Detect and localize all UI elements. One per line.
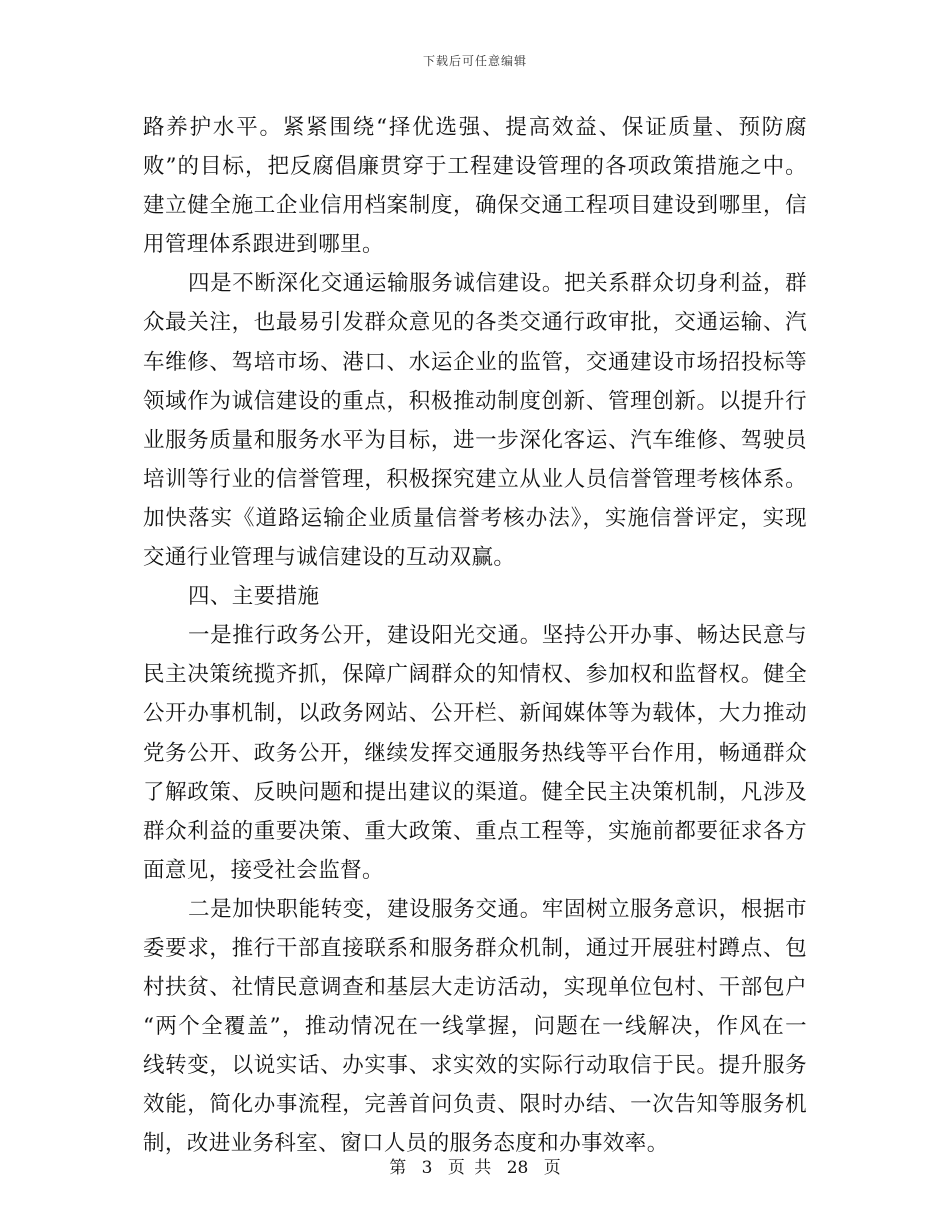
footer-suffix: 页: [543, 1158, 561, 1178]
text-line: 线转变，以说实话、办实事、求实效的实际行动取信于民。提升服务: [143, 1053, 807, 1079]
document-body: [143, 108, 807, 1164]
text-line: “两个全覆盖”，推动情况在一线掌握，问题在一线解决，作风在一: [143, 1014, 807, 1040]
footer-mid: 页 共: [447, 1158, 492, 1178]
text-line: 党务公开、政务公开，继续发挥交通服务热线等平台作用，畅通群众: [143, 740, 807, 766]
text-line: 效能，简化办事流程，完善首问负责、限时办结、一次告知等服务机: [143, 1092, 807, 1118]
text-line: 加快落实《道路运输企业质量信誉考核办法》，实施信誉评定，实现: [143, 505, 807, 531]
text-line: 车维修、驾培市场、港口、水运企业的监管，交通建设市场招投标等: [143, 349, 807, 375]
text-line: 公开办事机制，以政务网站、公开栏、新闻媒体等为载体，大力推动: [143, 701, 807, 727]
section-heading: 四、主要措施: [188, 584, 320, 610]
total-page-count: 28: [506, 1158, 529, 1178]
text-line: 面意见，接受社会监督。: [143, 857, 384, 883]
text-line: 了解政策、反映问题和提出建议的渠道。健全民主决策机制，凡涉及: [143, 779, 807, 805]
footer-prefix: 第: [389, 1158, 407, 1178]
text-line: 交通行业管理与诚信建设的互动双赢。: [143, 545, 516, 571]
text-line: 路养护水平。紧紧围绕“择优选强、提高效益、保证质量、预防腐: [143, 115, 807, 140]
text-line: 四是不断深化交通运输服务诚信建设。把关系群众切身利益，群: [188, 271, 807, 297]
text-line: 一是推行政务公开，建设阳光交通。坚持公开办事、畅达民意与: [188, 623, 807, 649]
text-line: 众最关注，也最易引发群众意见的各类交通行政审批，交通运输、汽: [143, 310, 807, 336]
text-line: 业服务质量和服务水平为目标，进一步深化客运、汽车维修、驾驶员: [143, 427, 807, 453]
text-line: 败”的目标，把反腐倡廉贯穿于工程建设管理的各项政策措施之中。: [143, 154, 807, 180]
text-line: 培训等行业的信誉管理，积极探究建立从业人员信誉管理考核体系。: [143, 466, 807, 492]
page-header: 下载后可任意编辑: [422, 54, 527, 68]
text-line: 民主决策统揽齐抓，保障广阔群众的知情权、参加权和监督权。健全: [143, 662, 807, 688]
text-line: 委要求，推行干部直接联系和服务群众机制，通过开展驻村蹲点、包: [143, 935, 807, 961]
text-line: 用管理体系跟进到哪里。: [143, 232, 384, 258]
current-page-number: 3: [421, 1158, 433, 1178]
text-line: 制，改进业务科室、窗口人员的服务态度和办事效率。: [143, 1131, 669, 1157]
text-line: 村扶贫、社情民意调查和基层大走访活动，实现单位包村、干部包户: [143, 975, 807, 1001]
text-line: 群众利益的重要决策、重大政策、重点工程等，实施前都要征求各方: [143, 818, 807, 844]
page-footer: [0, 1153, 950, 1178]
text-line: 二是加快职能转变，建设服务交通。牢固树立服务意识，根据市: [188, 896, 807, 922]
text-line: 领域作为诚信建设的重点，积极推动制度创新、管理创新。以提升行: [143, 388, 807, 414]
text-line: 建立健全施工企业信用档案制度，确保交通工程项目建设到哪里，信: [143, 193, 807, 219]
